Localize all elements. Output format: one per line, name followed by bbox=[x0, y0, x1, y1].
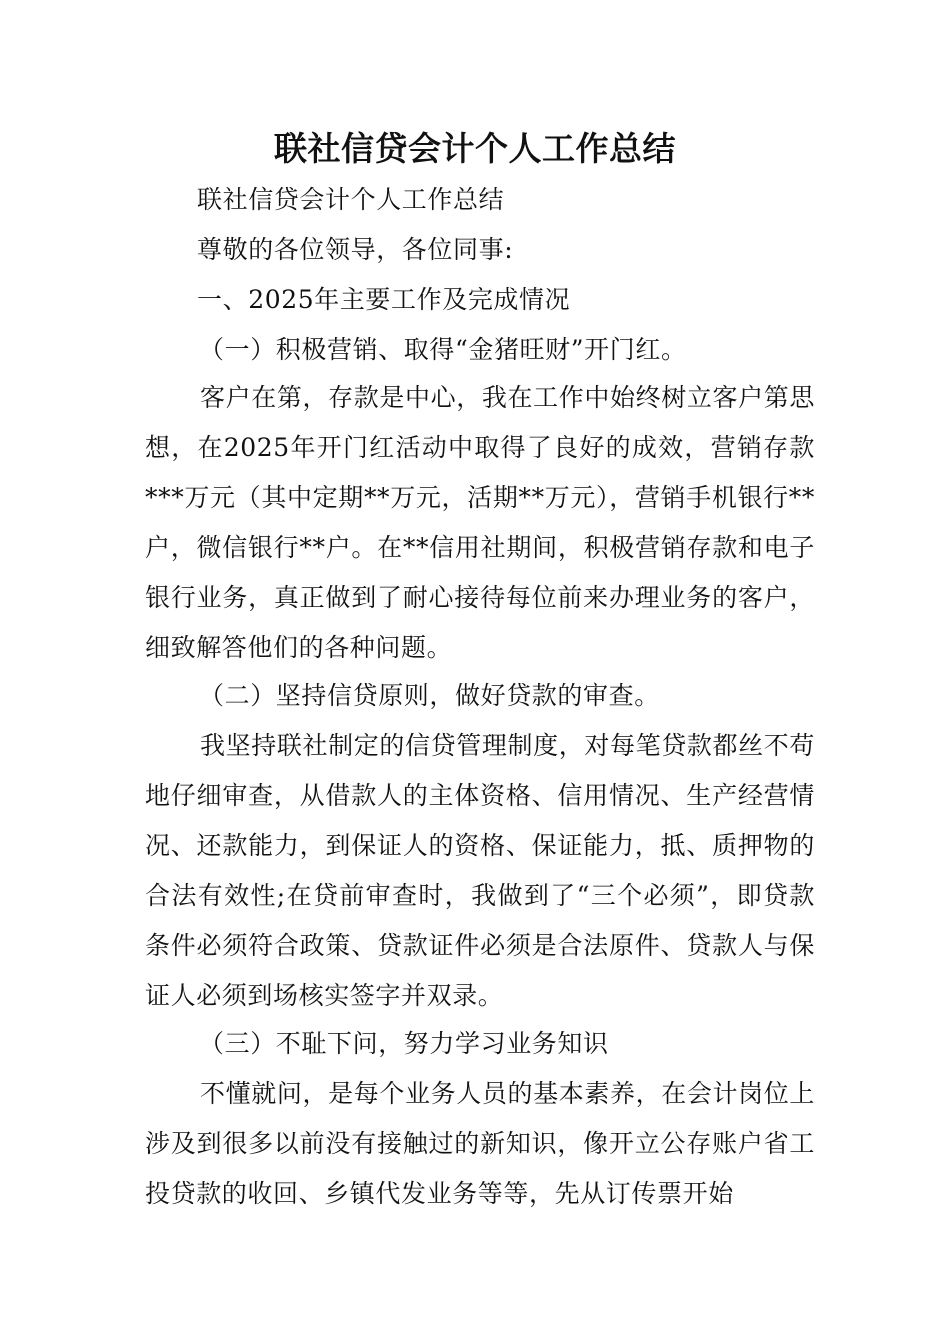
salutation: 尊敬的各位领导，各位同事: bbox=[197, 235, 514, 264]
item-3-heading: （三）不耻下问，努力学习业务知识 bbox=[199, 1029, 609, 1058]
section-heading: 一、2025年主要工作及完成情况 bbox=[197, 285, 571, 314]
item-3-body: 不懂就问，是每个业务人员的基本素养，在会计岗位上涉及到很多以前没有接触过的新知识，像开立公存账户省工投贷款的收回、乡镇代发业务等等，先从订传票开始 bbox=[145, 1079, 815, 1208]
item-2-heading: （二）坚持信贷原则，做好贷款的审查。 bbox=[199, 681, 660, 710]
item-2-body: 我坚持联社制定的信贷管理制度，对每笔贷款都丝不苟地仔细审查，从借款人的主体资格、信用情况、生产经营情况、还款能力，到保证人的资格、保证能力，抵、质押物的合法有效性;在贷前审查时，我做到了“三个必须”，即贷款条件必须符合政策、贷款证件必须是合法原件、贷款人与保证人必须到场核实签字并双录。 bbox=[145, 731, 815, 1010]
item-1-heading: （一）积极营销、取得“金猪旺财”开门红。 bbox=[199, 335, 687, 364]
document-title: 联社信贷会计个人工作总结 bbox=[274, 129, 676, 168]
document-subtitle: 联社信贷会计个人工作总结 bbox=[197, 185, 505, 214]
item-1-body: 客户在第，存款是中心，我在工作中始终树立客户第思想，在2025年开门红活动中取得了良好的成效，营销存款***万元（其中定期**万元，活期**万元），营销手机银行**户，微信银行**户。在**信用社期间，积极营销存款和电子银行业务，真正做到了耐心接待每位前来办理业务的客户，细致解答他们的各种问题。 bbox=[145, 383, 815, 662]
